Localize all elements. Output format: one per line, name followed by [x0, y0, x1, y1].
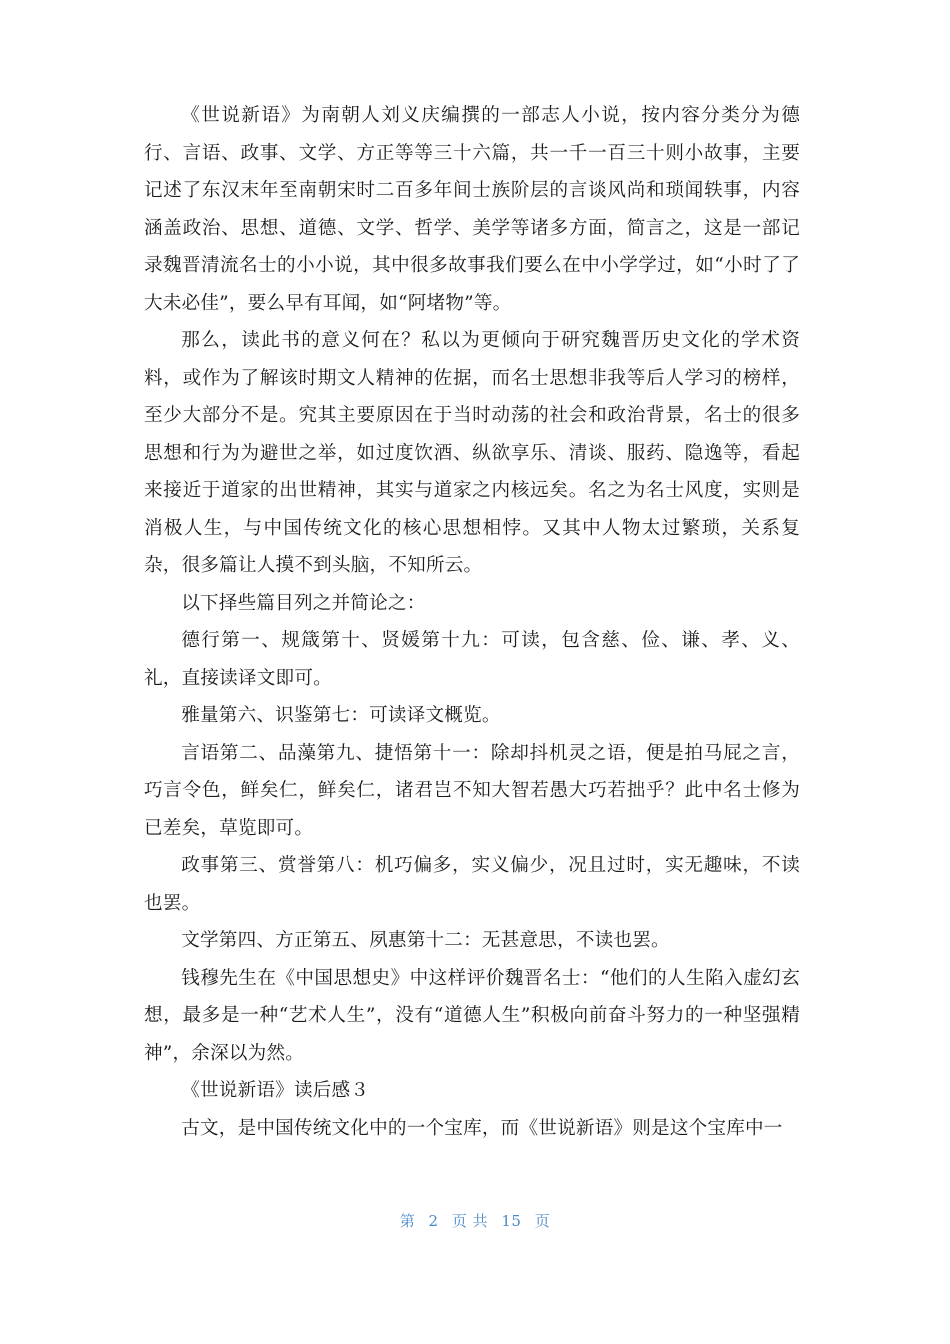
paragraph-7: 政事第三、赏誉第八：机巧偏多，实义偏少，况且过时，实无趣味，不读也罢。	[144, 855, 800, 914]
footer-word-pages: 页	[534, 1212, 551, 1230]
footer-word-page: 第	[399, 1212, 416, 1230]
paragraph-1: 《世说新语》为南朝人刘义庆编撰的一部志人小说，按内容分类分为德行、言语、政事、文学、方正等等三十六篇，共一千一百三十则小故事，主要记述了东汉末年至南朝宋时二百多年间士族阶层的言谈风尚和琐闻轶事，内容涵盖政治、思想、道德、文学、哲学、美学等诸多方面，简言之，这是一部记录魏晋清流名士的小小说，其中很多故事我们要么在中小学学过，如“小时了了大未必佳”，要么早有耳闻，如“阿堵物”等。	[144, 105, 800, 314]
paragraph-10: 古文，是中国传统文化中的一个宝库，而《世说新语》则是这个宝库中一	[181, 1117, 783, 1139]
paragraph-6: 言语第二、品藻第九、捷悟第十一：除却抖机灵之语，便是拍马屁之言，巧言令色，鲜矣仁，鲜矣仁，诸君岂不知大智若愚大巧若拙乎？此中名士修为已差矣，草览即可。	[144, 742, 800, 839]
paragraph-9: 钱穆先生在《中国思想史》中这样评价魏晋名士：“他们的人生陷入虚幻玄想，最多是一种“艺术人生”，没有“道德人生”积极向前奋斗努力的一种坚强精神”，余深以为然。	[144, 967, 800, 1064]
footer-word-of: 页 共	[451, 1212, 489, 1230]
footer-total-pages: 15	[501, 1212, 522, 1230]
paragraph-8: 文学第四、方正第五、夙惠第十二：无甚意思，不读也罢。	[181, 930, 670, 951]
paragraph-5: 雅量第六、识鉴第七：可读译文概览。	[181, 705, 501, 726]
document-body	[144, 97, 800, 1147]
section-heading: 《世说新语》读后感３	[181, 1080, 370, 1101]
footer-current-page: 2	[428, 1212, 439, 1230]
paragraph-4: 德行第一、规箴第十、贤媛第十九：可读，包含慈、俭、谦、孝、义、礼，直接读译文即可。	[144, 630, 800, 689]
page-footer	[0, 1210, 950, 1231]
paragraph-2: 那么，读此书的意义何在？私以为更倾向于研究魏晋历史文化的学术资料，或作为了解该时期文人精神的佐据，而名士思想非我等后人学习的榜样，至少大部分不是。究其主要原因在于当时动荡的社会和政治背景，名士的很多思想和行为为避世之举，如过度饮酒、纵欲享乐、清谈、服药、隐逸等，看起来接近于道家的出世精神，其实与道家之内核远矣。名之为名士风度，实则是消极人生，与中国传统文化的核心思想相悖。又其中人物太过繁琐，关系复杂，很多篇让人摸不到头脑，不知所云。	[144, 330, 800, 576]
paragraph-3: 以下择些篇目列之并简论之：	[181, 592, 426, 614]
